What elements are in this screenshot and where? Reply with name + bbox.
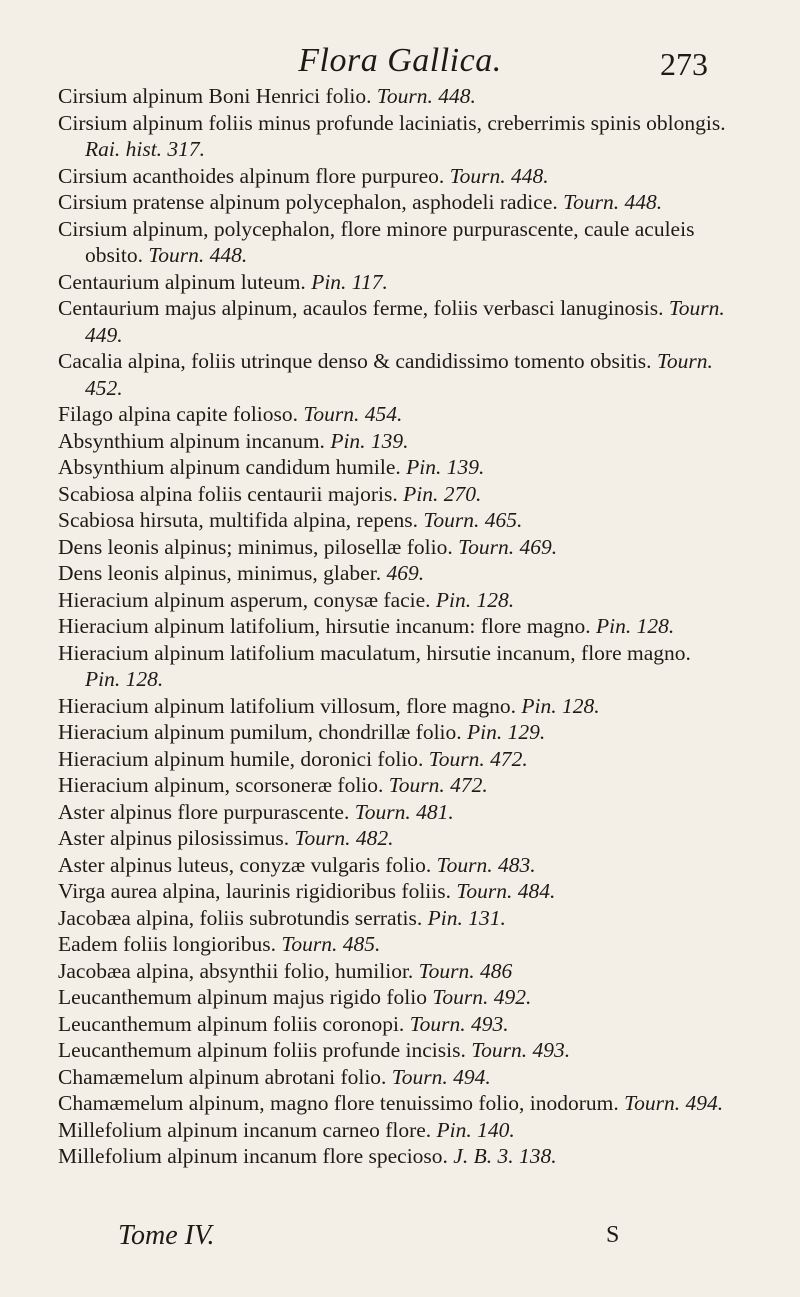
list-item <box>58 905 728 932</box>
list-item <box>58 772 728 799</box>
citation: Tourn. 454. <box>303 402 403 426</box>
list-item <box>58 534 728 561</box>
list-item <box>58 348 728 401</box>
citation: Pin. 131. <box>427 905 506 930</box>
species-name: Cirsium alpinum, polycephalon, flore minore purpurascente, caule aculeis obsito. <box>58 216 695 267</box>
list-item <box>58 1117 728 1144</box>
species-name: Absynthium alpinum candidum humile. <box>58 455 401 479</box>
species-name: Hieracium alpinum latifolium villosum, flore magno. <box>58 693 516 718</box>
citation: Tourn. 494. <box>624 1091 724 1115</box>
species-name: Hieracium alpinum latifolium maculatum, hirsutie incanum, flore magno. <box>58 640 691 665</box>
citation: Tourn. 485. <box>281 932 381 956</box>
species-name: Centaurium alpinum luteum. <box>58 269 306 294</box>
species-name: Jacobæa alpina, foliis subrotundis serratis. <box>58 905 423 930</box>
species-name: Hieracium alpinum asperum, conysæ facie. <box>58 587 431 612</box>
species-name: Cirsium alpinum foliis minus profunde laciniatis, creberrimis spinis oblongis. <box>58 110 726 135</box>
citation: Tourn. 472. <box>388 773 488 797</box>
list-item <box>58 560 728 587</box>
list-item <box>58 481 728 508</box>
citation: Tourn. 481. <box>354 799 454 824</box>
species-name: Millefolium alpinum incanum carneo flore. <box>58 1117 432 1142</box>
species-name: Aster alpinus flore purpurascente. <box>58 799 350 824</box>
citation: Rai. hist. 317. <box>85 137 206 161</box>
citation: Tourn. 448. <box>376 84 476 108</box>
citation: Tourn. 493. <box>471 1038 571 1062</box>
plant-list <box>58 83 728 1170</box>
citation: J. B. 3. 138. <box>453 1144 557 1168</box>
citation: Tourn. 492. <box>432 985 532 1009</box>
citation: Pin. 128. <box>595 614 675 638</box>
list-item <box>58 1090 728 1117</box>
species-name: Chamæmelum alpinum, magno flore tenuissimo folio, inodorum. <box>58 1091 619 1115</box>
list-item <box>58 189 728 216</box>
species-name: Cacalia alpina, foliis utrinque denso & candidissimo tomento obsitis. <box>58 349 652 373</box>
citation: Tourn. 452. <box>85 349 713 400</box>
species-name: Centaurium majus alpinum, acaulos ferme, foliis verbasci lanuginosis. <box>58 296 664 320</box>
page-number: 273 <box>660 46 708 82</box>
list-item <box>58 719 728 746</box>
citation: Tourn. 482. <box>294 826 394 850</box>
species-name: Leucanthemum alpinum foliis coronopi. <box>58 1011 405 1036</box>
list-item <box>58 746 728 773</box>
species-name: Jacobæa alpina, absynthii folio, humilior. <box>58 958 414 983</box>
citation: Tourn. 449. <box>85 296 725 347</box>
species-name: Chamæmelum alpinum abrotani folio. <box>58 1064 387 1089</box>
citation: Pin. 117. <box>311 269 388 294</box>
species-name: Scabiosa alpina foliis centaurii majoris. <box>58 481 398 506</box>
list-item <box>58 878 728 905</box>
list-item <box>58 507 728 534</box>
species-name: Leucanthemum alpinum foliis profunde incisis. <box>58 1038 466 1062</box>
list-item <box>58 587 728 614</box>
list-item <box>58 984 728 1011</box>
list-item <box>58 1064 728 1091</box>
species-name: Cirsium alpinum Boni Henrici folio. <box>58 84 372 108</box>
citation: Tourn. 484. <box>456 879 556 903</box>
citation: Tourn. 493. <box>409 1011 509 1036</box>
list-item <box>58 799 728 826</box>
species-name: Hieracium alpinum pumilum, chondrillæ folio. <box>58 720 462 744</box>
species-name: Aster alpinus pilosissimus. <box>58 826 290 850</box>
citation: Tourn. 472. <box>428 746 528 771</box>
citation: Pin. 128. <box>435 587 515 612</box>
list-item <box>58 454 728 481</box>
species-name: Virga aurea alpina, laurinis rigidioribus foliis. <box>58 879 451 903</box>
citation: Tourn. 448. <box>148 243 248 267</box>
running-title: Flora Gallica. <box>298 42 502 79</box>
species-name: Millefolium alpinum incanum flore specioso. <box>58 1144 448 1168</box>
list-item <box>58 83 728 110</box>
citation: Pin. 139. <box>330 428 409 453</box>
citation: Pin. 129. <box>467 720 546 744</box>
citation: Tourn. 494. <box>391 1064 491 1089</box>
species-name: Scabiosa hirsuta, multifida alpina, repens. <box>58 508 419 532</box>
citation: Tourn. 448. <box>563 190 663 214</box>
volume-label: Tome IV. <box>118 1220 215 1251</box>
species-name: Eadem foliis longioribus. <box>58 932 276 956</box>
list-item <box>58 401 728 428</box>
citation: Tourn. 469. <box>458 534 558 559</box>
citation: Tourn. 483. <box>436 852 536 877</box>
signature-mark: S <box>606 1222 620 1248</box>
list-item <box>58 640 728 693</box>
list-item <box>58 1143 728 1170</box>
citation: Pin. 128. <box>521 693 600 718</box>
species-name: Cirsium pratense alpinum polycephalon, asphodeli radice. <box>58 190 558 214</box>
species-name: Hieracium alpinum latifolium, hirsutie incanum: flore magno. <box>58 614 591 638</box>
species-name: Filago alpina capite folioso. <box>58 402 299 426</box>
list-item <box>58 1011 728 1038</box>
list-item <box>58 852 728 879</box>
species-name: Hieracium alpinum humile, doronici folio. <box>58 746 424 771</box>
citation: Pin. 270. <box>403 481 482 506</box>
list-item <box>58 163 728 190</box>
citation: Pin. 140. <box>436 1117 515 1142</box>
citation: Pin. 139. <box>406 455 485 479</box>
species-name: Dens leonis alpinus; minimus, pilosellæ folio. <box>58 534 453 559</box>
list-item <box>58 958 728 985</box>
species-name: Hieracium alpinum, scorsoneræ folio. <box>58 773 384 797</box>
list-item <box>58 110 728 163</box>
list-item <box>58 428 728 455</box>
list-item <box>58 295 728 348</box>
citation: 469. <box>386 561 425 585</box>
list-item <box>58 1037 728 1064</box>
species-name: Absynthium alpinum incanum. <box>58 428 325 453</box>
citation: Pin. 128. <box>85 667 164 691</box>
species-name: Dens leonis alpinus, minimus, glaber. <box>58 561 382 585</box>
citation: Tourn. 486 <box>418 958 513 983</box>
species-name: Leucanthemum alpinum majus rigido folio <box>58 985 428 1009</box>
list-item <box>58 825 728 852</box>
list-item <box>58 931 728 958</box>
list-item <box>58 269 728 296</box>
citation: Tourn. 448. <box>449 163 549 188</box>
list-item <box>58 216 728 269</box>
species-name: Aster alpinus luteus, conyzæ vulgaris folio. <box>58 852 432 877</box>
list-item <box>58 693 728 720</box>
list-item <box>58 613 728 640</box>
species-name: Cirsium acanthoides alpinum flore purpureo. <box>58 163 445 188</box>
citation: Tourn. 465. <box>423 508 523 532</box>
